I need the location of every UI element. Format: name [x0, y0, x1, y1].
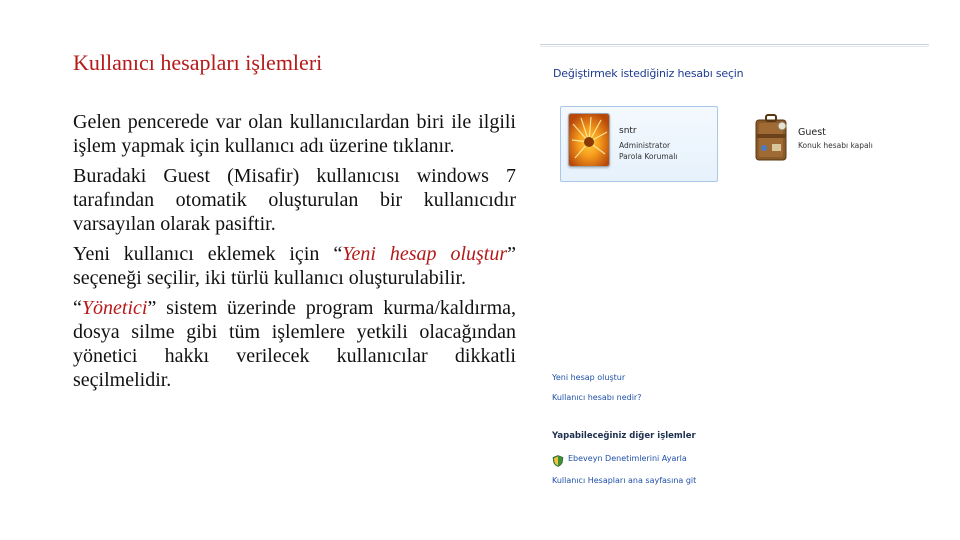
p4-highlight: Yönetici	[81, 297, 148, 319]
window-top-border	[540, 44, 929, 45]
account-password-status: Parola Korumalı	[619, 152, 678, 161]
paragraph-guest-account: Buradaki Guest (Misafir) kullanıcısı windows 7 tarafından otomatik oluşturulan bir kullanıcıdır varsayılan olarak pasiftir.	[73, 165, 516, 235]
accounts-home-link[interactable]: Kullanıcı Hesapları ana sayfasına git	[552, 476, 697, 485]
account-type: Administrator	[619, 141, 671, 150]
what-is-user-account-link[interactable]: Kullanıcı hesabı nedir?	[552, 393, 642, 402]
account-tile-sntr[interactable]	[560, 106, 718, 182]
choose-account-header: Değiştirmek istediğiniz hesabı seçin	[553, 67, 744, 80]
parental-controls-link[interactable]: Ebeveyn Denetimlerini Ayarla	[568, 454, 687, 463]
other-tasks-heading: Yapabileceğiniz diğer işlemler	[552, 431, 696, 441]
p4-quote-open: “	[73, 297, 82, 319]
accounts-screenshot	[540, 44, 929, 495]
p3-quote-open: “	[333, 243, 343, 265]
p3-highlight: Yeni hesap oluştur	[342, 243, 508, 265]
guest-suitcase-icon	[752, 112, 792, 164]
create-new-account-link[interactable]: Yeni hesap oluştur	[552, 373, 626, 382]
p3-suffix: ” seçeneği seçilir, iki türlü kullanıcı oluşturulabilir.	[73, 243, 517, 289]
p3-prefix: Yeni kullanıcı eklemek için	[73, 243, 334, 265]
paragraph-admin-warning	[73, 296, 516, 392]
flower-avatar-icon	[568, 113, 610, 167]
guest-account-name: Guest	[798, 127, 826, 138]
slide-body	[73, 110, 516, 398]
p4-suffix: ” sistem üzerinde program kurma/kaldırma, dosya silme gibi tüm işlemlere yetkili olacağından yönetici hakkı verilecek kullanıcılar dikkatli seçilmelidir.	[73, 297, 516, 391]
paragraph-select-user: Gelen pencerede var olan kullanıcılardan biri ile ilgili işlem yapmak için kullanıcı adı üzerine tıklanır.	[73, 111, 516, 157]
shield-icon	[552, 452, 564, 464]
account-name: sntr	[619, 126, 637, 136]
account-tile-guest[interactable]	[750, 106, 906, 180]
slide-title: Kullanıcı hesapları işlemleri	[73, 50, 323, 75]
paragraph-new-account	[73, 242, 516, 290]
guest-account-status: Konuk hesabı kapalı	[798, 141, 873, 150]
window-top-border-inner	[540, 46, 929, 47]
